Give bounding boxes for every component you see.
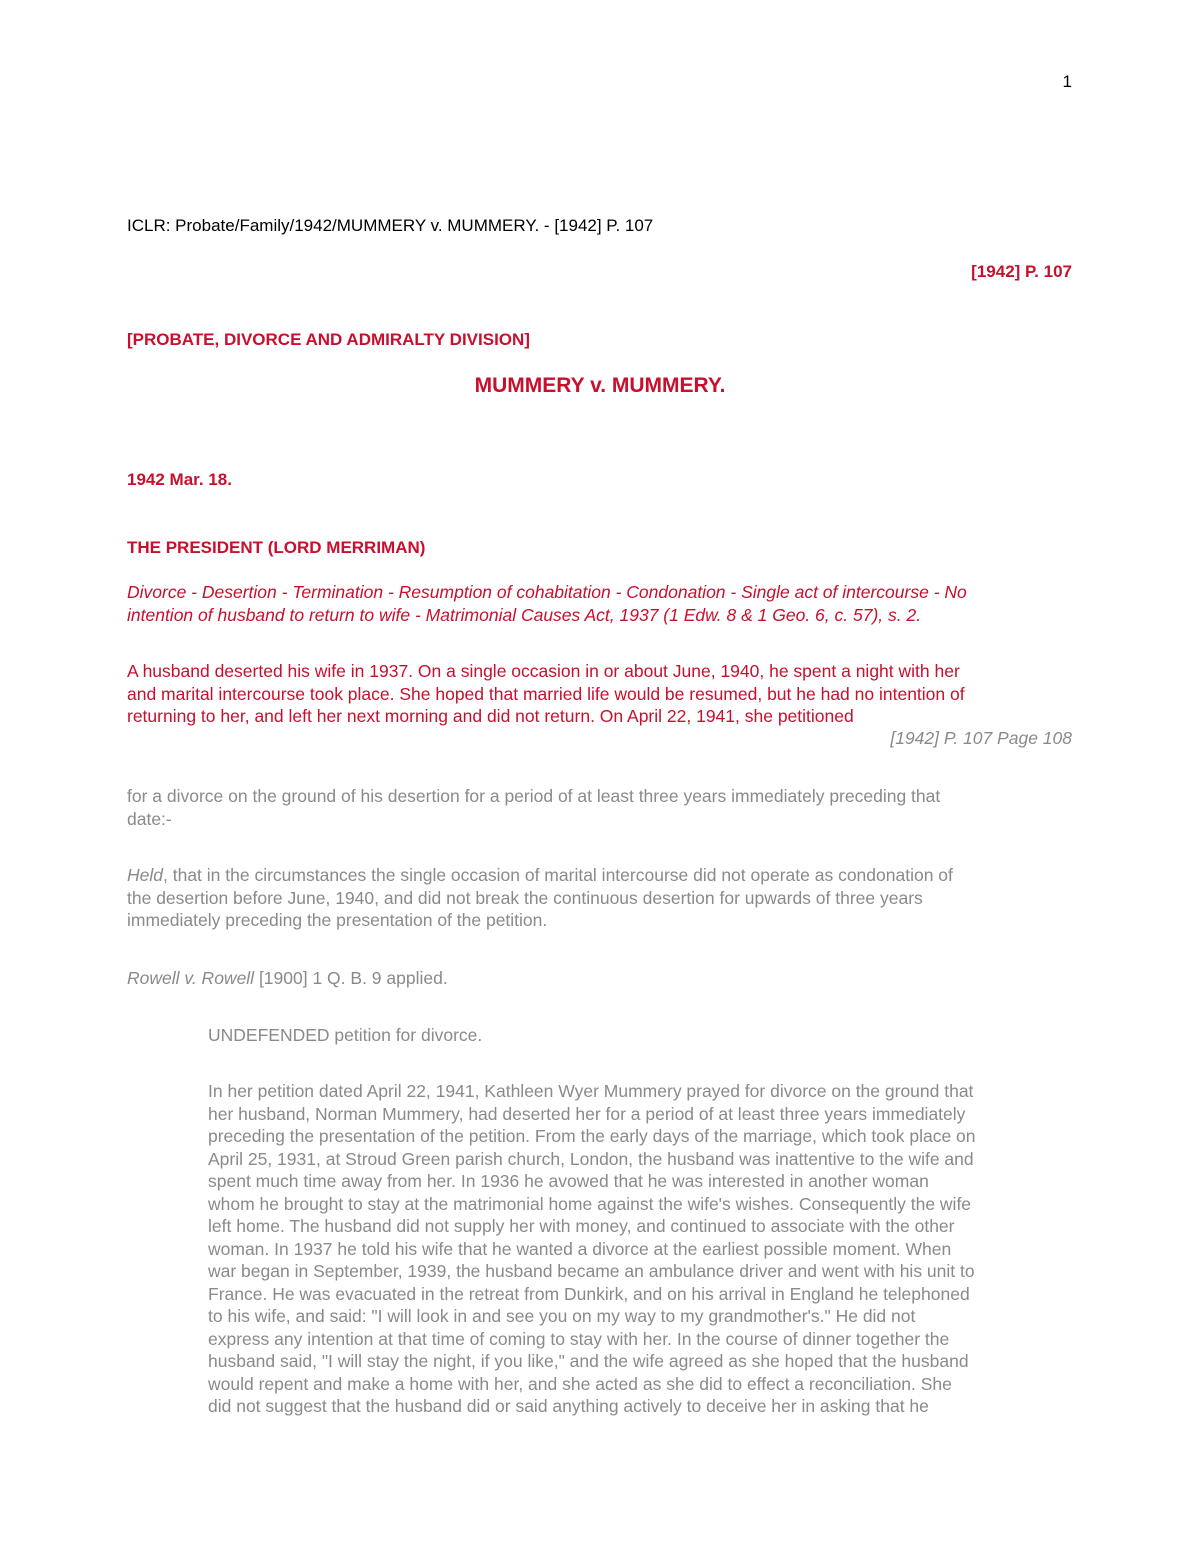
held-line: immediately preceding the presentation of the petition. bbox=[127, 910, 548, 930]
headnote-continuation bbox=[127, 785, 1077, 830]
body-line: France. He was evacuated in the retreat from Dunkirk, and on his arrival in England he telephoned bbox=[208, 1283, 970, 1304]
body-line: woman. In 1937 he told his wife that he wanted a divorce at the earliest possible moment. When bbox=[208, 1238, 952, 1259]
held-line: the desertion before June, 1940, and did not break the continuous desertion for upwards of three years bbox=[127, 887, 923, 908]
applied-case-citation: [1900] 1 Q. B. 9 applied. bbox=[254, 968, 448, 988]
catchwords-line: Divorce - Desertion - Termination - Resumption of cohabitation - Condonation - Single act of intercourse - No bbox=[127, 582, 967, 602]
catchwords bbox=[127, 581, 1077, 626]
case-title: MUMMERY v. MUMMERY. bbox=[474, 374, 726, 397]
citation-line: ICLR: Probate/Family/1942/MUMMERY v. MUMMERY. - [1942] P. 107 bbox=[127, 216, 654, 235]
held-label: Held bbox=[127, 865, 163, 885]
body-line: spent much time away from her. In 1936 he avowed that he was interested in another woman bbox=[208, 1171, 929, 1191]
body-line: would repent and make a home with her, and she acted as she did to effect a reconciliation. She bbox=[208, 1373, 952, 1394]
applied-case-name: Rowell v. Rowell bbox=[127, 968, 255, 988]
report-reference: [1942] P. 107 bbox=[971, 262, 1072, 281]
body-line: April 25, 1931, at Stroud Green parish church, London, the husband was inattentive to the wife and bbox=[208, 1148, 974, 1169]
body-line: In her petition dated April 22, 1941, Kathleen Wyer Mummery prayed for divorce on the ground that bbox=[208, 1081, 974, 1101]
body-line: her husband, Norman Mummery, had deserted her for a period of at least three years immediately bbox=[208, 1103, 966, 1124]
body-line: to his wife, and said: "I will look in and see you on my way to my grandmother's." He did not bbox=[208, 1306, 916, 1326]
division-heading: [PROBATE, DIVORCE AND ADMIRALTY DIVISION] bbox=[127, 330, 530, 349]
headnote-line: and marital intercourse took place. She hoped that married life would be resumed, but he had no intention of bbox=[127, 683, 965, 704]
body-line: express any intention at that time of coming to stay with her. In the course of dinner together the bbox=[208, 1328, 950, 1349]
petition-facts bbox=[208, 1080, 1076, 1418]
headnote-line: returning to her, and left her next morning and did not return. On April 22, 1941, she petitioned bbox=[127, 706, 854, 726]
page-marker: [1942] P. 107 Page 108 bbox=[890, 728, 1072, 748]
held-paragraph bbox=[127, 864, 1077, 932]
judgment-date: 1942 Mar. 18. bbox=[127, 470, 232, 489]
cases-applied bbox=[127, 967, 1077, 990]
undefended-note: UNDEFENDED petition for divorce. bbox=[208, 1025, 483, 1045]
body-line: did not suggest that the husband did or said anything actively to deceive her in asking that he bbox=[208, 1396, 929, 1416]
judge-name: THE PRESIDENT (LORD MERRIMAN) bbox=[127, 538, 426, 557]
held-first-line bbox=[127, 864, 1077, 887]
body-line: whom he brought to stay at the matrimonial home against the wife's wishes. Consequently the wife bbox=[208, 1193, 972, 1214]
held-first-line-text: , that in the circumstances the single occasion of marital intercourse did not operate as condonation of bbox=[163, 865, 953, 885]
page-number: 1 bbox=[1062, 72, 1072, 91]
continuation-line: date:- bbox=[127, 808, 172, 829]
body-line: preceding the presentation of the petition. From the early days of the marriage, which took place on bbox=[208, 1126, 976, 1146]
continuation-line: for a divorce on the ground of his desertion for a period of at least three years immediately preceding that bbox=[127, 786, 941, 806]
body-line: war began in September, 1939, the husband became an ambulance driver and went with his unit to bbox=[208, 1261, 975, 1281]
headnote bbox=[127, 660, 1077, 728]
body-line: left home. The husband did not supply her with money, and continued to associate with the other bbox=[208, 1216, 955, 1236]
catchwords-line: intention of husband to return to wife - Matrimonial Causes Act, 1937 (1 Edw. 8 & 1 Geo. 6, c. 57), s. 2. bbox=[127, 604, 922, 625]
headnote-line: A husband deserted his wife in 1937. On a single occasion in or about June, 1940, he spent a night with her bbox=[127, 661, 960, 681]
body-line: husband said, "I will stay the night, if you like," and the wife agreed as she hoped that the husband bbox=[208, 1351, 969, 1371]
